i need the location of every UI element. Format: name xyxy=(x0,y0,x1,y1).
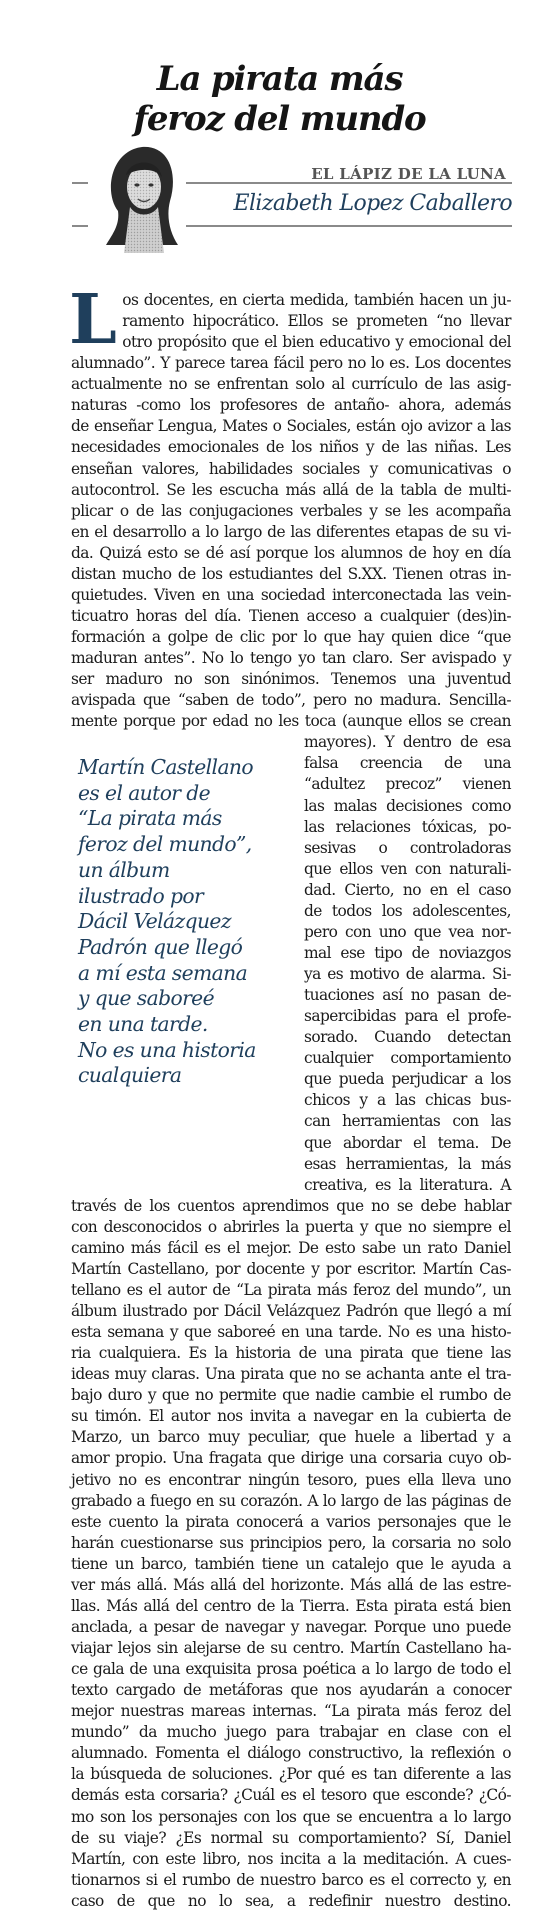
body-line: mo son los personajes con los que se encuentra a lo largo xyxy=(71,1807,511,1826)
body-line: otro propósito que el bien educativo y emocional del xyxy=(122,333,511,352)
body-line: mundo” da mucho juego para trabajar en clase con el xyxy=(71,1723,511,1742)
pull-quote-line: a mí esta semana xyxy=(78,960,248,985)
body-line: mente porque por edad no les toca (aunque ellos se crean xyxy=(71,712,511,731)
body-line: maduran antes”. No lo tengo yo tan claro. Ser avispado y xyxy=(71,649,511,668)
body-line: Marzo, un barco muy peculiar, que huele a libertad y a xyxy=(71,1428,511,1447)
pull-quote-line: es el autor de xyxy=(78,780,211,805)
headline xyxy=(0,59,559,139)
body-line: esas herramientas, la más xyxy=(304,1154,511,1173)
body-line: dad. Cierto, no en el caso xyxy=(304,880,511,899)
body-line: formación a golpe de clic por lo que hay quien dice “que xyxy=(71,628,511,646)
body-line: plicar o de las conjugaciones verbales y se les acompaña xyxy=(71,501,511,520)
body-line: amor propio. Una fragata que dirige una corsaria cuyo ob- xyxy=(71,1449,511,1468)
body-line: “adultez precoz” vienen xyxy=(304,775,511,794)
pull-quote-line: No es una historia xyxy=(78,1037,256,1062)
rule-left-top xyxy=(72,182,88,184)
body-line: anclada, a pesar de navegar y navegar. Porque uno puede xyxy=(71,1617,511,1636)
body-line: mal ese tipo de noviazgos xyxy=(304,943,511,962)
pull-quote-line: y que saboreé xyxy=(78,986,214,1011)
rule-right-bottom xyxy=(186,225,512,227)
article-body xyxy=(69,280,511,1912)
body-line: can herramientas con las xyxy=(304,1112,511,1131)
body-line: Martín Castellano, por docente y por escritor. Martín Cas- xyxy=(71,1259,511,1278)
body-line: actualmente no se enfrentan solo al currículo de las asig- xyxy=(71,375,511,394)
body-line: ria cualquiera. Es la historia de una pirata que tiene las xyxy=(71,1344,511,1363)
body-line: de enseñar Lengua, Mates o Sociales, están ojo avizor a las xyxy=(71,417,511,436)
body-line: sapercibidas para el profe- xyxy=(304,1007,511,1026)
body-line: su timón. El autor nos invita a navegar en la cubierta de xyxy=(71,1407,511,1426)
body-line: cualquier comportamiento xyxy=(304,1049,511,1068)
body-line: ser maduro no son sinónimos. Tenemos una juventud xyxy=(71,670,511,689)
pull-quote-line: “La pirata más xyxy=(78,806,222,831)
body-line: ce gala de una exquisita prosa poética a lo largo de todo el xyxy=(71,1660,511,1679)
body-line: ideas muy claras. Una pirata que no se achanta ante el tra- xyxy=(71,1365,511,1384)
body-line: tuaciones así no pasan de- xyxy=(304,986,511,1005)
body-line: chicos y a las chicas bus- xyxy=(304,1091,511,1110)
body-line: que ellos ven con naturali- xyxy=(304,859,511,878)
body-line: de todos los adolescentes, xyxy=(304,901,511,920)
body-line: llas. Más allá del centro de la Tierra. Esta pirata está bien xyxy=(71,1596,511,1615)
pull-quote xyxy=(78,755,293,1089)
pull-quote-line: un álbum xyxy=(78,857,170,882)
pull-quote-line: ilustrado por xyxy=(78,883,204,908)
body-line: necesidades emocionales de los niños y de las niñas. Les xyxy=(71,438,511,457)
body-line: en el desarrollo a lo largo de las diferentes etapas de su vi- xyxy=(71,522,511,541)
body-line: la búsqueda de soluciones. ¿Por qué es tan diferente a las xyxy=(71,1765,511,1784)
body-line: grabado a fuego en su corazón. A lo largo de las páginas de xyxy=(71,1491,511,1510)
pull-quote-line: Martín Castellano xyxy=(78,755,254,779)
column-name: EL LÁPIZ DE LA LUNA xyxy=(311,165,506,183)
body-line: esta semana y que saboreé en una tarde. No es una histo- xyxy=(71,1323,511,1342)
body-line: mejor nuestras mareas internas. “La pirata más feroz del xyxy=(71,1702,511,1721)
body-line: sorado. Cuando detectan xyxy=(304,1028,511,1047)
body-line: ramento hipocrático. Ellos se prometen “no llevar xyxy=(122,312,511,331)
body-line: camino más fácil es el mejor. De esto sabe un rato Daniel xyxy=(71,1238,511,1257)
body-line: través de los cuentos aprendimos que no se debe hablar xyxy=(71,1196,511,1215)
body-line: mayores). Y dentro de esa xyxy=(304,733,511,752)
body-line: ver más allá. Más allá del horizonte. Más allá de las estre- xyxy=(71,1575,511,1594)
body-line: creativa, es la literatura. A xyxy=(304,1175,511,1194)
body-line: alumnado”. Y parece tarea fácil pero no lo es. Los docentes xyxy=(71,354,511,373)
author-portrait xyxy=(100,141,180,253)
body-line: que abordar el tema. De xyxy=(304,1133,511,1152)
pull-quote-line: Padrón que llegó xyxy=(78,934,243,959)
headline-line-2: feroz del mundo xyxy=(133,98,426,139)
pull-quote-line: Dácil Velázquez xyxy=(78,909,231,934)
body-line: jetivo no es encontrar ningún tesoro, pues ella lleva uno xyxy=(71,1470,511,1489)
body-line: bajo duro y que no permite que nadie cambie el rumbo de xyxy=(71,1386,511,1405)
body-line: caso de que no lo sea, a redefinir nuestro destino. xyxy=(71,1891,511,1910)
pull-quote-line: feroz del mundo”, xyxy=(78,832,252,857)
body-line: las malas decisiones como xyxy=(304,796,511,815)
body-line: harán cuestionarse sus principios pero, la corsaria no solo xyxy=(71,1533,511,1552)
body-line: enseñan valores, habilidades sociales y comunicativas o xyxy=(71,459,511,478)
body-line: las relaciones tóxicas, po- xyxy=(304,817,511,836)
body-line: autocontrol. Se les escucha más allá de la tabla de multi- xyxy=(71,480,511,499)
body-line: viajar lejos sin alejarse de su centro. Martín Castellano ha- xyxy=(71,1639,511,1657)
body-line: pero con uno que vea nor- xyxy=(304,922,511,941)
drop-cap: L xyxy=(69,280,117,360)
body-line: de su viaje? ¿Es normal su comportamiento? Sí, Daniel xyxy=(71,1828,511,1847)
body-line: tellano es el autor de “La pirata más feroz del mundo”, un xyxy=(71,1280,511,1299)
rule-left-bottom xyxy=(72,225,88,227)
body-line: tionarnos si el rumbo de nuestro barco es el correcto y, en xyxy=(71,1870,511,1889)
body-line: os docentes, en cierta medida, también hacen un ju- xyxy=(122,291,511,309)
body-line: alumnado. Fomenta el diálogo constructivo, la reflexión o xyxy=(71,1744,511,1763)
pull-quote-line: en una tarde. xyxy=(78,1012,208,1037)
body-line: quietudes. Viven en una sociedad interconectada las vein- xyxy=(71,585,511,604)
body-line: ticuatro horas del día. Tienen acceso a cualquier (des)in- xyxy=(71,606,511,625)
body-line: da. Quizá esto se dé así porque los alumnos de hoy en día xyxy=(71,543,511,562)
body-line: con desconocidos o abrirles la puerta y que no siempre el xyxy=(71,1217,511,1236)
body-line: que pueda perjudicar a los xyxy=(304,1070,511,1089)
pull-quote-line: cualquiera xyxy=(78,1063,182,1088)
body-line: sesivas o controladoras xyxy=(304,838,511,857)
author-name: Elizabeth Lopez Caballero xyxy=(233,191,512,216)
body-line: falsa creencia de una xyxy=(304,754,511,773)
body-line: distan mucho de los estudiantes del S.XX. Tienen otras in- xyxy=(71,564,511,583)
body-line: tiene un barco, también tiene un catalejo que le ayuda a xyxy=(71,1554,511,1573)
body-line: Martín, con este libro, nos incita a la meditación. A cues- xyxy=(71,1849,511,1868)
body-line: álbum ilustrado por Dácil Velázquez Padrón que llegó a mí xyxy=(71,1302,511,1320)
body-line: texto cargado de metáforas que nos ayudarán a conocer xyxy=(71,1681,511,1700)
headline-line-1: La pirata más xyxy=(156,58,403,99)
body-line: este cuento la pirata conocerá a varios personajes que le xyxy=(71,1512,511,1531)
body-line: naturas -como los profesores de antaño- ahora, además xyxy=(71,396,511,415)
body-line: demás esta corsaria? ¿Cuál es el tesoro que esconde? ¿Có- xyxy=(71,1786,511,1805)
body-line: ya es motivo de alarma. Si- xyxy=(304,965,511,983)
body-line: avispada que “saben de todo”, pero no madura. Sencilla- xyxy=(71,691,511,710)
